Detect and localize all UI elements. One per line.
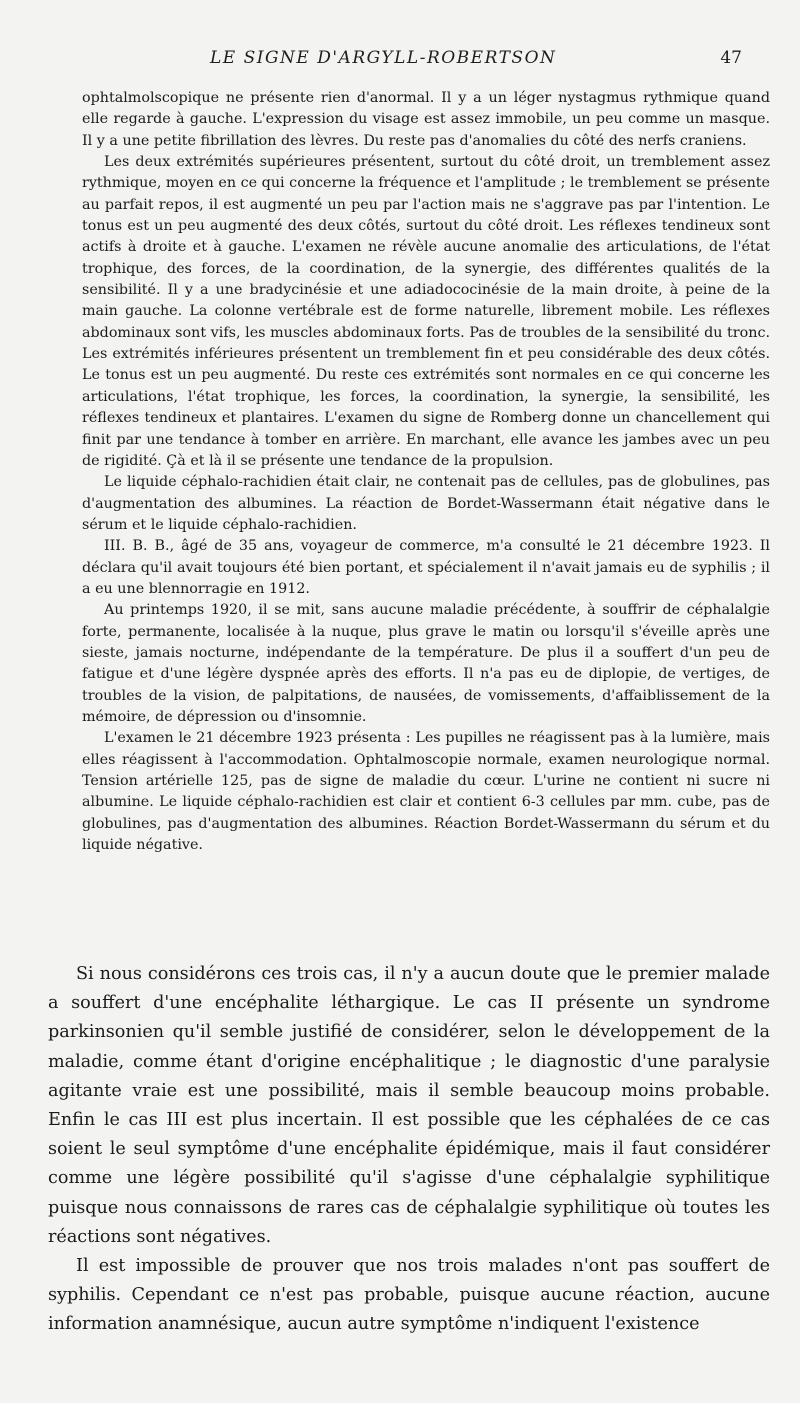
case-report-text: [82, 88, 770, 856]
paragraph: Si nous considérons ces trois cas, il n'y a aucun doute que le premier malade a souffert d'une encéphalite léthargique. Le cas II présente un syndrome parkinsonien qu'il semble justifié de considérer, selon le développement de la maladie, comme étant d'origine encéphalitique ; le diagnostic d'une paralysie agitante vraie est une possibilité, mais il semble beaucoup moins probable. Enfin le cas III est plus incertain. Il est possible que les céphalées de ce cas soient le seul symptôme d'une encéphalite épidémique, mais il faut considérer comme une légère possibilité qu'il s'agisse d'une céphalalgie syphilitique puisque nous connaissons de rares cas de céphalalgie syphilitique où toutes les réactions sont négatives.: [48, 964, 770, 1247]
paragraph: ophtalmolscopique ne présente rien d'anormal. Il y a un léger nystagmus rythmique quand elle regarde à gauche. L'expression du visage est assez immobile, un peu comme un masque. Il y a une petite fibrillation des lèvres. Du reste pas d'anomalies du côté des nerfs craniens.: [82, 90, 770, 149]
running-title: LE SIGNE D'ARGYLL-ROBERTSON: [210, 48, 557, 68]
paragraph: Les deux extrémités supérieures présentent, surtout du côté droit, un tremblement assez rythmique, moyen en ce qui concerne la fréquence et l'amplitude ; le tremblement se présente au parfait repos, il est augmenté un peu par l'action mais ne s'aggrave pas par l'intention. Le tonus est un peu augmenté des deux côtés, surtout du côté droit. Les réflexes tendineux sont actifs à droite et à gauche. L'examen ne révèle aucune anomalie des articulations, de l'état trophique, des forces, de la coordination, de la synergie, des différentes qualités de la sensibilité. Il y a une bradycinésie et une adiadococinésie de la main droite, à peine de la main gauche. La colonne vertébrale est de forme naturelle, librement mobile. Les réflexes abdominaux sont vifs, les muscles abdominaux forts. Pas de troubles de la sensibilité du tronc. Les extrémités inférieures présentent un tremblement fin et peu considérable des deux côtés. Le tonus est un peu augmenté. Du reste ces extrémités sont normales en ce qui concerne les articulations, l'état trophique, les forces, la coordination, la synergie, la sensibilité, les réflexes tendineux et plantaires. L'examen du signe de Romberg donne un chancellement qui finit par une tendance à tomber en arrière. En marchant, elle avance les jambes avec un peu de rigidité. Çà et là il se présente une tendance de la propulsion.: [82, 154, 770, 469]
paragraph: L'examen le 21 décembre 1923 présenta : Les pupilles ne réagissent pas à la lumière, mais elles réagissent à l'accommodation. Ophtalmoscopie normale, examen neurologique normal. Tension artérielle 125, pas de signe de maladie du cœur. L'urine ne contient ni sucre ni albumine. Le liquide céphalo-rachidien est clair et contient 6-3 cellules par mm. cube, pas de globulines, pas d'augmentation des albumines. Réaction Bordet-Wassermann du sérum et du liquide négative.: [82, 730, 770, 854]
paragraph: Au printemps 1920, il se mit, sans aucune maladie précédente, à souffrir de céphalalgie forte, permanente, localisée à la nuque, plus grave le matin ou lorsqu'il s'éveille après une sieste, jamais nocturne, indépendante de la température. De plus il a souffert d'un peu de fatigue et d'une légère dyspnée après des efforts. Il n'a pas eu de diplopie, de vertiges, de troubles de la vision, de palpitations, de nausées, de vomissements, d'affaiblissement de la mémoire, de dépression ou d'insomnie.: [82, 602, 770, 725]
discussion-text: [48, 960, 770, 1340]
running-header: [80, 48, 760, 78]
paragraph: Le liquide céphalo-rachidien était clair, ne contenait pas de cellules, pas de globulines, pas d'augmentation des albumines. La réaction de Bordet-Wassermann était négative dans le sérum et le liquide céphalo-rachidien.: [82, 474, 770, 533]
paragraph: III. B. B., âgé de 35 ans, voyageur de commerce, m'a consulté le 21 décembre 1923. Il déclara qu'il avait toujours été bien portant, et spécialement il n'avait jamais eu de syphilis ; il a eu une blennorragie en 1912.: [82, 538, 770, 597]
paragraph: Il est impossible de prouver que nos trois malades n'ont pas souffert de syphilis. Cependant ce n'est pas probable, puisque aucune réaction, aucune information anamnésique, aucun autre symptôme n'indiquent l'existence: [48, 1256, 770, 1335]
page-number: 47: [720, 48, 742, 68]
